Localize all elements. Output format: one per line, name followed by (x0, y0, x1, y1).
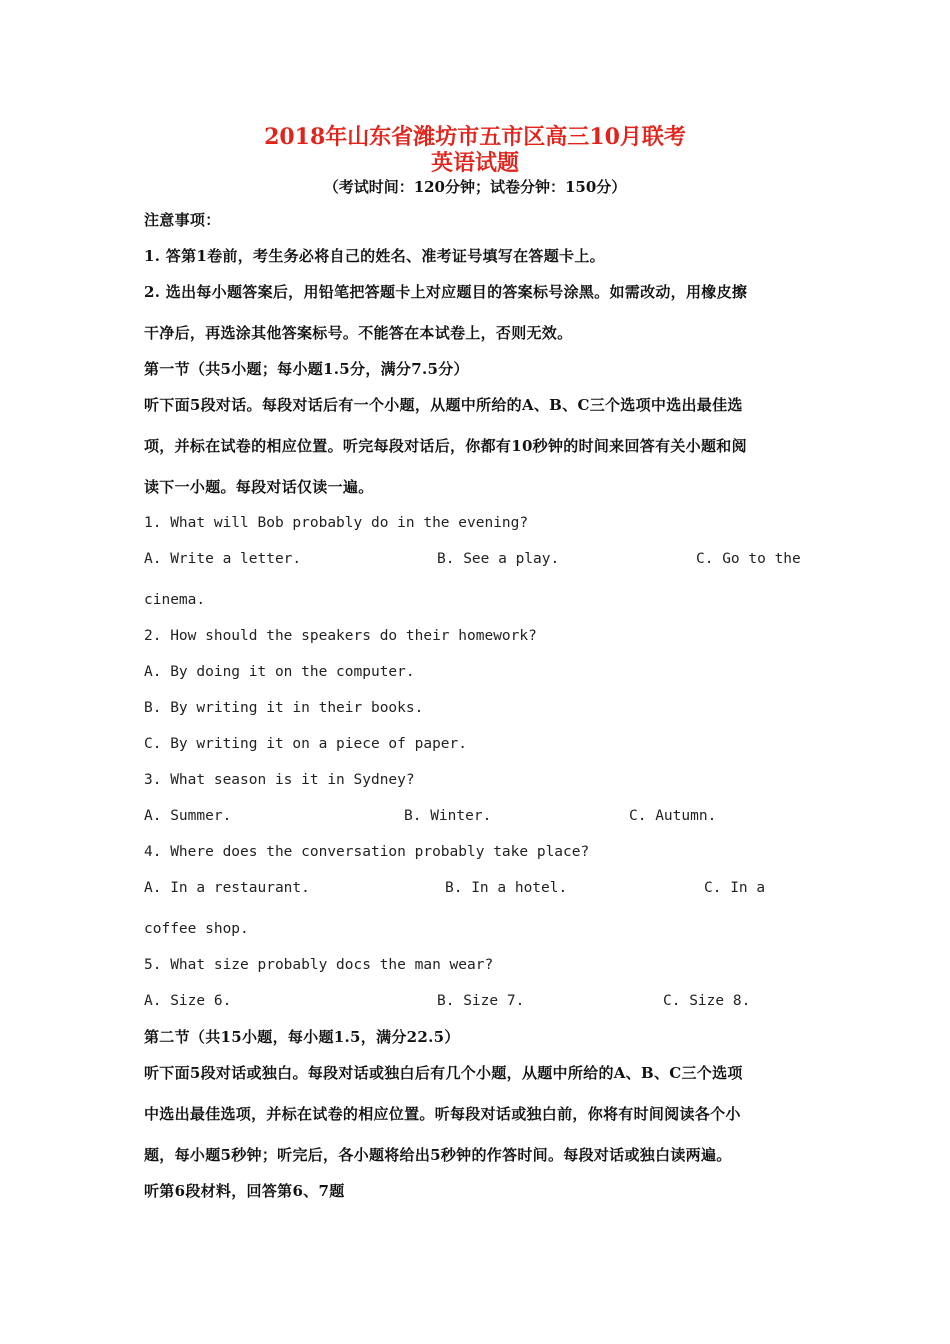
question-1-option-a: A. Write a letter. (144, 551, 302, 567)
section1-heading: 第一节（共5小题；每小题1.5分，满分7.5分） (144, 360, 469, 378)
exam-title: 2018年山东省潍坊市五市区高三10月联考 (264, 124, 686, 150)
question-3: 3. What season is it in Sydney? (144, 772, 415, 788)
question-4: 4. Where does the conversation probably take place? (144, 844, 590, 860)
question-4-option-a: A. In a restaurant. (144, 880, 310, 896)
question-5: 5. What size probably docs the man wear? (144, 957, 494, 973)
notes-heading: 注意事项： (144, 211, 221, 229)
section2-heading: 第二节（共15小题，每小题1.5，满分22.5） (144, 1028, 460, 1046)
question-5-option-a: A. Size 6. (144, 993, 232, 1009)
question-5-option-b: B. Size 7. (437, 993, 525, 1009)
question-4-option-b: B. In a hotel. (445, 880, 568, 896)
exam-info: （考试时间：120分钟；试卷分钟：150分） (323, 178, 627, 196)
question-2-option-a: A. By doing it on the computer. (144, 664, 415, 680)
notes-item-1: 1. 答第1卷前，考生务必将自己的姓名、准考证号填写在答题卡上。 (144, 247, 605, 265)
question-2-option-b: B. By writing it in their books. (144, 700, 424, 716)
exam-subject-title: 英语试题 (430, 150, 519, 176)
question-1-option-b: B. See a play. (437, 551, 560, 567)
question-3-option-b: B. Winter. (404, 808, 492, 824)
question-5-option-c: C. Size 8. (663, 993, 751, 1009)
notes-item-2: 2. 选出每小题答案后，用铅笔把答题卡上对应题目的答案标号涂黑。如需改动，用橡皮擦 (144, 283, 748, 301)
question-4-option-c-cont: coffee shop. (144, 921, 249, 937)
section2-material-prompt: 听第6段材料，回答第6、7题 (144, 1182, 345, 1200)
question-1-option-c-cont: cinema. (144, 592, 206, 608)
question-3-option-a: A. Summer. (144, 808, 232, 824)
section1-instructions-end: 读下一小题。每段对话仅读一遍。 (144, 478, 374, 496)
question-2: 2. How should the speakers do their homework? (144, 628, 537, 644)
question-1-option-c: C. Go to the (696, 551, 801, 567)
question-3-option-c: C. Autumn. (629, 808, 717, 824)
question-2-option-c: C. By writing it on a piece of paper. (144, 736, 468, 752)
section2-instructions: 听下面5段对话或独白。每段对话或独白后有几个小题，从题中所给的A、B、C三个选项 (144, 1064, 743, 1082)
section1-instructions-cont: 项，并标在试卷的相应位置。听完每段对话后，你都有10秒钟的时间来回答有关小题和阅 (144, 437, 747, 455)
notes-item-2-cont: 干净后，再选涂其他答案标号。不能答在本试卷上，否则无效。 (144, 324, 573, 342)
question-1: 1. What will Bob probably do in the evening? (144, 515, 529, 531)
section1-instructions: 听下面5段对话。每段对话后有一个小题，从题中所给的A、B、C三个选项中选出最佳选 (144, 396, 743, 414)
question-4-option-c: C. In a (704, 880, 766, 896)
section2-instructions-end: 题，每小题5秒钟；听完后，各小题将给出5秒钟的作答时间。每段对话或独白读两遍。 (144, 1146, 732, 1164)
section2-instructions-cont: 中选出最佳选项，并标在试卷的相应位置。听每段对话或独白前，你将有时间阅读各个小 (144, 1105, 741, 1123)
